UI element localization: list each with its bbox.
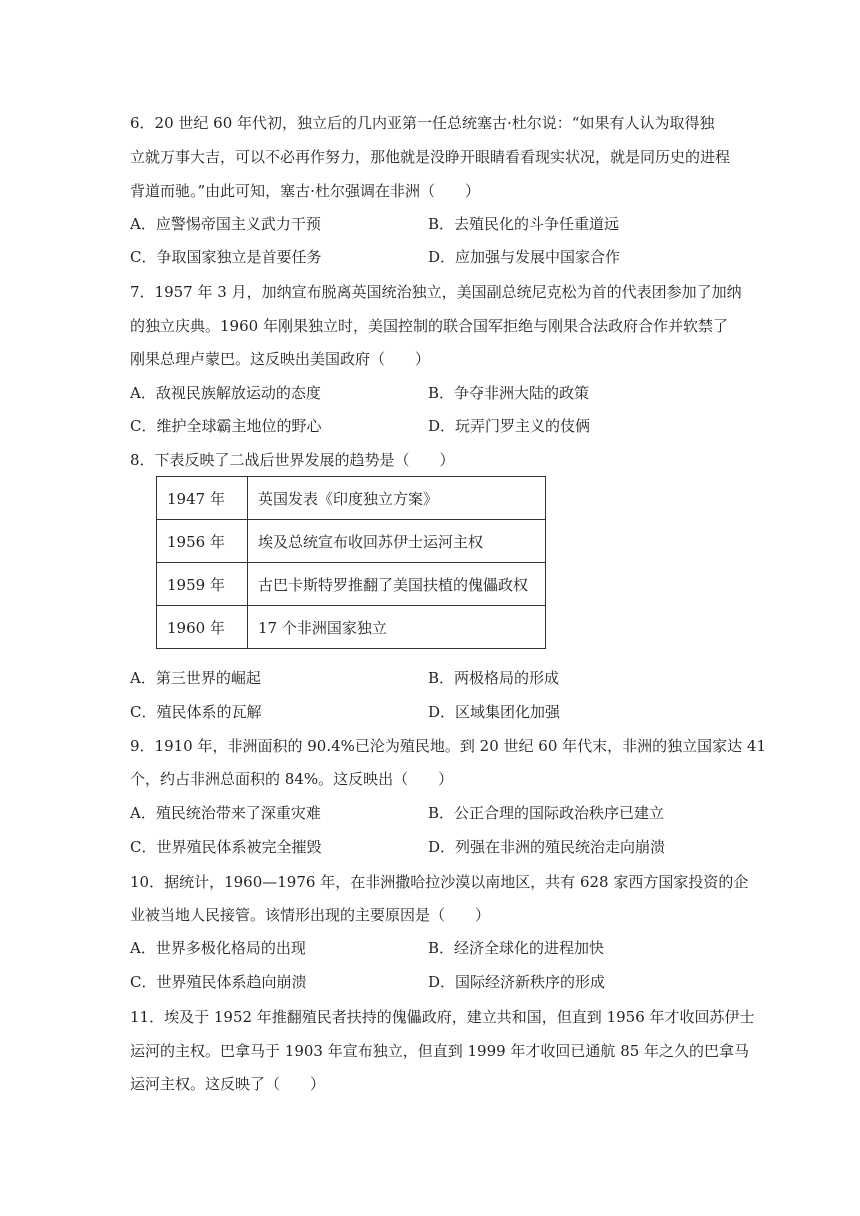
- table-year-cell: 1947 年: [157, 477, 248, 520]
- q6-option-d: D．应加强与发展中国家合作: [428, 248, 621, 266]
- q6-option-b: B．去殖民化的斗争任重道远: [428, 215, 620, 233]
- q10-option-b: B．经济全球化的进程加快: [428, 939, 605, 957]
- q8-option-b: B．两极格局的形成: [428, 669, 560, 687]
- q11-stem-line-1: 11．埃及于 1952 年推翻殖民者扶持的傀儡政府，建立共和国，但直到 1956 年才收回苏伊士: [130, 1008, 755, 1026]
- table-row: [157, 563, 546, 606]
- q10-stem-line-2: 业被当地人民接管。该情形出现的主要原因是（ ）: [130, 906, 491, 924]
- q6-stem-line-3: 背道而驰。”由此可知，塞古·杜尔强调在非洲（ ）: [130, 182, 480, 200]
- q10-option-a: A．世界多极化格局的出现: [130, 939, 306, 957]
- q6-option-c: C．争取国家独立是首要任务: [130, 248, 322, 266]
- q9-option-d: D．列强在非洲的殖民统治走向崩溃: [428, 838, 666, 856]
- q7-option-c: C．维护全球霸主地位的野心: [130, 417, 322, 435]
- q10-option-d: D．国际经济新秩序的形成: [428, 973, 606, 991]
- q10-stem-line-1: 10．据统计，1960—1976 年，在非洲撒哈拉沙漠以南地区，共有 628 家西方国家投资的企: [130, 873, 749, 891]
- q7-stem-line-3: 刚果总理卢蒙巴。这反映出美国政府（ ）: [130, 350, 431, 368]
- table-event-cell: 英国发表《印度独立方案》: [248, 477, 546, 520]
- table-event-cell: 17 个非洲国家独立: [248, 606, 546, 649]
- q7-stem-line-1: 7．1957 年 3 月，加纳宣布脱离英国统治独立，美国副总统尼克松为首的代表团参加了加纳: [130, 283, 742, 301]
- table-event-cell: 古巴卡斯特罗推翻了美国扶植的傀儡政权: [248, 563, 546, 606]
- q10-option-c: C．世界殖民体系趋向崩溃: [130, 973, 307, 991]
- q8-option-d: D．区域集团化加强: [428, 703, 561, 721]
- q11-stem-line-3: 运河主权。这反映了（ ）: [130, 1075, 326, 1093]
- q9-stem-line-2: 个，约占非洲总面积的 84%。这反映出（ ）: [130, 770, 454, 788]
- events-table: [156, 476, 546, 649]
- q9-option-c: C．世界殖民体系被完全摧毁: [130, 838, 322, 856]
- q8-option-c: C．殖民体系的瓦解: [130, 703, 262, 721]
- table-event-cell: 埃及总统宣布收回苏伊士运河主权: [248, 520, 546, 563]
- q7-stem-line-2: 的独立庆典。1960 年刚果独立时，美国控制的联合国军拒绝与刚果合法政府合作并软禁了: [130, 317, 728, 335]
- q7-option-d: D．玩弄门罗主义的伎俩: [428, 417, 591, 435]
- q6-option-a: A．应警惕帝国主义武力干预: [130, 215, 321, 233]
- q8-option-a: A．第三世界的崛起: [130, 669, 261, 687]
- q7-option-b: B．争夺非洲大陆的政策: [428, 384, 590, 402]
- table-row: [157, 520, 546, 563]
- table-year-cell: 1956 年: [157, 520, 248, 563]
- table-year-cell: 1959 年: [157, 563, 248, 606]
- q6-stem-line-2: 立就万事大吉，可以不必再作努力，那他就是没睁开眼睛看看现实状况，就是同历史的进程: [130, 148, 731, 166]
- q8-stem-line-1: 8．下表反映了二战后世界发展的趋势是（ ）: [130, 451, 455, 469]
- q9-option-b: B．公正合理的国际政治秩序已建立: [428, 804, 665, 822]
- q7-option-a: A．敌视民族解放运动的态度: [130, 384, 321, 402]
- q9-option-a: A．殖民统治带来了深重灾难: [130, 804, 321, 822]
- table-row: [157, 477, 546, 520]
- table-year-cell: 1960 年: [157, 606, 248, 649]
- table-row: [157, 606, 546, 649]
- q9-stem-line-1: 9．1910 年，非洲面积的 90.4%已沦为殖民地。到 20 世纪 60 年代末，非洲的独立国家达 41: [130, 737, 767, 755]
- q11-stem-line-2: 运河的主权。巴拿马于 1903 年宣布独立，但直到 1999 年才收回已通航 85 年之久的巴拿马: [130, 1042, 750, 1060]
- q6-stem-line-1: 6．20 世纪 60 年代初，独立后的几内亚第一任总统塞古·杜尔说：“如果有人认为取得独: [130, 114, 715, 132]
